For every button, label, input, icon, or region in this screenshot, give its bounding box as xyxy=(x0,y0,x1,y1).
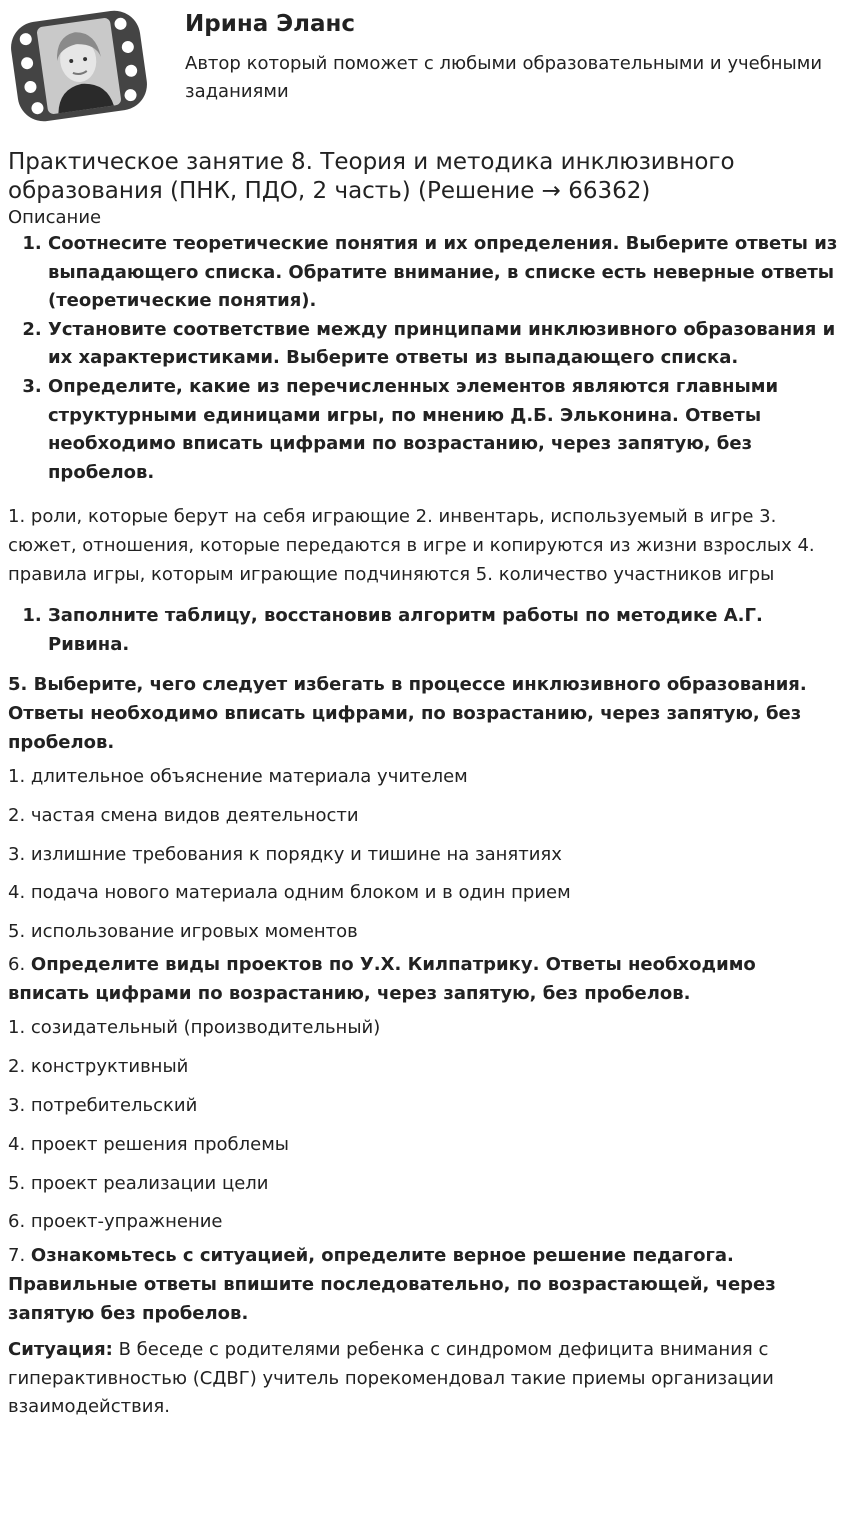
option-item: 4. подача нового материала одним блоком и в один прием xyxy=(8,882,571,904)
document-body xyxy=(8,148,840,1422)
q6-options xyxy=(8,1017,840,1233)
q5-options xyxy=(8,766,840,943)
question-7-number: 7. xyxy=(8,1245,31,1267)
situation-text: В беседе с родителями ребенка с синдромом дефицита внимания с гиперактивностью (СДВГ) учитель порекомендовал такие приемы организации взаимодействия. xyxy=(8,1339,774,1418)
option-item: 1. длительное объяснение материала учителем xyxy=(8,766,468,788)
author-description: Автор который поможет с любыми образовательными и учебными заданиями xyxy=(185,53,823,102)
option-item: 3. излишние требования к порядку и тишине на занятиях xyxy=(8,843,562,865)
list-item: 1. Заполните таблицу, восстановив алгоритм работы по методике А.Г. Ривина. xyxy=(48,602,840,659)
situation-paragraph xyxy=(8,1336,840,1422)
option-item: 1. созидательный (производительный) xyxy=(8,1017,381,1039)
option-item: 4. проект решения проблемы xyxy=(8,1133,289,1155)
author-name[interactable]: Ирина Эланс xyxy=(185,11,356,37)
question-7-text: Ознакомьтесь с ситуацией, определите верное решение педагога. Правильные ответы впишите последовательно, по возрастающей, через запятую без пробелов. xyxy=(8,1245,776,1324)
list-item: 2. Установите соответствие между принципами инклюзивного образования и их характеристиками. Выберите ответы из выпадающего списка. xyxy=(48,316,840,373)
questions-list xyxy=(8,230,840,487)
question-6-number: 6. xyxy=(8,954,31,976)
page-title: Практическое занятие 8. Теория и методика инклюзивного образования (ПНК, ПДО, 2 часть) (Решение → 66362) xyxy=(8,149,735,204)
option-item: 5. использование игровых моментов xyxy=(8,921,358,943)
list-item: 3. Определите, какие из перечисленных элементов являются главными структурными единицами игры, по мнению Д.Б. Эльконина. Ответы необходимо вписать цифрами по возрастанию, через запятую, без пробелов. xyxy=(48,373,840,487)
option-item: 2. конструктивный xyxy=(8,1056,189,1078)
q3-options-paragraph: 1. роли, которые берут на себя играющие 2. инвентарь, используемый в игре 3. сюжет, отношения, которые передаются в игре и копируются из жизни взрослых 4. правила игры, которым играющие подчиняются 5. количество участников игры xyxy=(8,506,815,585)
question-4-list xyxy=(8,602,840,659)
question-5: 5. Выберите, чего следует избегать в процессе инклюзивного образования. Ответы необходимо вписать цифрами, по возрастанию, через запятую, без пробелов. xyxy=(8,674,807,753)
option-item: 6. проект-упражнение xyxy=(8,1211,223,1233)
question-6 xyxy=(8,951,840,1008)
question-7 xyxy=(8,1242,840,1328)
option-item: 5. проект реализации цели xyxy=(8,1172,269,1194)
author-avatar[interactable] xyxy=(8,6,150,126)
list-item: 1. Соотнесите теоретические понятия и их определения. Выберите ответы из выпадающего списка. Обратите внимание, в списке есть неверные ответы (теоретические понятия). xyxy=(48,230,840,316)
option-item: 2. частая смена видов деятельности xyxy=(8,804,359,826)
description-label: Описание xyxy=(8,207,102,228)
film-frame-avatar-icon xyxy=(8,6,150,126)
situation-label: Ситуация: xyxy=(8,1339,113,1361)
option-item: 3. потребительский xyxy=(8,1095,198,1117)
question-6-text: Определите виды проектов по У.Х. Килпатрику. Ответы необходимо вписать цифрами по возрастанию, через запятую, без пробелов. xyxy=(8,954,756,1004)
author-header xyxy=(0,0,847,135)
